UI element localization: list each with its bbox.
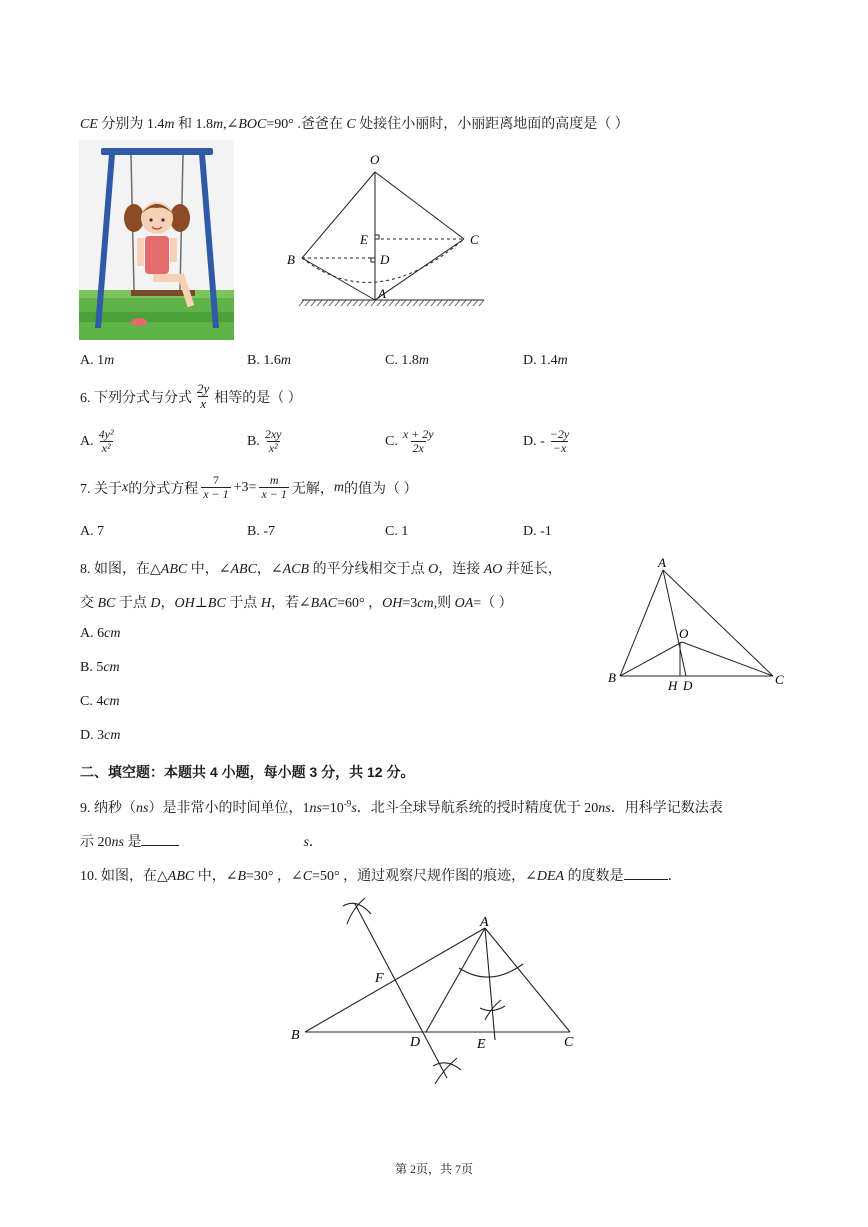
q10-l1-s6: =50° ，通过观察尺规作图的痕迹，∠	[312, 869, 537, 884]
q8-label-h: H	[668, 678, 678, 693]
q6-option-d-label: D. -	[523, 433, 545, 449]
q8-l2-s3: D	[150, 596, 161, 611]
q5-option-c-unit: m	[418, 353, 429, 368]
q6-option-c-num: x + 2y	[402, 427, 434, 441]
q10-label-a: A	[480, 915, 489, 930]
q8-l1-s2: 中，∠	[187, 562, 231, 577]
q9-l2-a: 示 20	[80, 835, 112, 850]
q6-option-a-den: x²	[101, 441, 111, 456]
q7-stem-x: x	[122, 479, 129, 495]
q6-fraction-num: 2y	[197, 381, 210, 396]
q10-l1-s8: 的度数是	[564, 869, 624, 884]
q8-l2-s7: BC	[207, 596, 226, 611]
q6-option-b-num: 2xy	[264, 427, 282, 441]
q7-fraction-1-den: x − 1	[203, 487, 229, 502]
q7-stem	[80, 474, 418, 501]
q5-option-b-label: B. 1.6	[247, 353, 281, 368]
q9-l1-s8: ns	[598, 801, 611, 816]
q8-l2-s17: OA	[454, 596, 474, 611]
q8-l2-s9: H	[260, 596, 271, 611]
q8-l2-s1: BC	[97, 596, 116, 611]
q8-triangle-diagram	[605, 552, 795, 697]
q5-option-d-unit: m	[557, 353, 568, 368]
q6-option-b-den: x²	[268, 441, 278, 456]
q8-l2-s15: cm	[417, 596, 434, 611]
section-2-title: 二、填空题：本题共 4 小题，每小题 3 分，共 12 分。	[80, 764, 415, 780]
q8-option-b-label: B. 5	[80, 660, 104, 675]
q7-option-c[interactable]: C. 1	[385, 524, 409, 539]
q8-l1-s0: 8. 如图，在△	[80, 562, 161, 577]
q9-l1-s0: 9. 纳秒（	[80, 801, 136, 816]
swing-girl-illustration	[79, 140, 234, 340]
q8-l2-s5: OH	[174, 596, 195, 611]
q8-l1-s1: ABC	[160, 562, 188, 577]
q10-end: ．	[667, 869, 682, 884]
q9-l1-s6: s	[351, 801, 357, 816]
q6-fraction-den: x	[200, 396, 207, 412]
q8-l1-s8: ，连接	[438, 562, 484, 577]
q8-l2-s11: BAC	[310, 596, 338, 611]
q8-option-d[interactable]	[80, 728, 120, 744]
q10-label-e: E	[477, 1037, 486, 1052]
q5-stem-a: 分别为 1.4	[97, 117, 165, 132]
q8-option-b[interactable]	[80, 660, 120, 676]
q9-l1-s1: ns	[136, 801, 149, 816]
q5-stem-c: ,∠	[223, 117, 239, 132]
q5-option-a-label: A. 1	[80, 353, 105, 368]
q8-l1-s9: AO	[483, 562, 503, 577]
q8-label-o: O	[679, 626, 689, 641]
q8-stem-line-1	[80, 558, 562, 578]
q9-l2-s: s	[303, 835, 309, 850]
q10-l1-s5: C	[302, 869, 313, 884]
q8-l1-s7: O	[428, 562, 439, 577]
page-number-footer: 第 2页，共 7页	[394, 1162, 473, 1176]
q8-label-d: D	[683, 678, 693, 693]
q7-fraction-2	[259, 474, 288, 501]
q8-l2-s12: =60° ，	[337, 596, 383, 611]
q5-option-d[interactable]	[523, 353, 568, 369]
q10-construction-diagram	[285, 888, 595, 1098]
q9-line-2	[80, 831, 323, 851]
q5-stem-m1: m	[164, 117, 175, 132]
q8-l2-s4: ，	[160, 596, 175, 611]
q10-l1-s7: DEA	[536, 869, 565, 884]
q10-label-b: B	[291, 1028, 300, 1043]
q6-option-c-den: 2x	[412, 441, 424, 456]
q7-fraction-1	[201, 474, 230, 501]
q6-option-a-label: A.	[80, 433, 94, 449]
q6-option-a[interactable]	[80, 428, 119, 455]
q7-stem-a: 7. 关于	[80, 481, 122, 497]
q10-label-d: D	[410, 1035, 421, 1050]
q5-stem-m2: m	[213, 117, 224, 132]
q9-answer-blank[interactable]	[141, 845, 179, 846]
q10-l1-s4: =30° ，∠	[246, 869, 303, 884]
q8-l1-s5: ACB	[282, 562, 310, 577]
q9-l1-s7: ．北斗全球导航系统的授时精度优于 20	[356, 801, 599, 816]
q6-option-d[interactable]	[523, 428, 574, 455]
q7-stem-e: 的值为（ ）	[344, 481, 418, 497]
q10-label-c: C	[564, 1035, 574, 1050]
q6-option-a-num: 4y²	[98, 427, 114, 441]
q9-l2-end: ．	[308, 835, 323, 850]
q9-l2-b: 是	[123, 835, 142, 850]
q9-l1-s3: ns	[309, 801, 322, 816]
q8-option-b-unit: cm	[103, 660, 120, 675]
q7-fraction-1-num: 7	[212, 473, 219, 487]
q8-l2-s10: ，若∠	[270, 596, 311, 611]
q8-option-c-label: C. 4	[80, 694, 104, 709]
q5-option-b-unit: m	[280, 353, 291, 368]
q8-option-a[interactable]	[80, 626, 120, 642]
q7-option-a[interactable]: A. 7	[80, 524, 105, 539]
q10-l1-s3: B	[237, 869, 247, 884]
q5-pendulum-diagram	[282, 150, 492, 320]
q8-l1-s10: 并延长，	[502, 562, 562, 577]
q8-option-c-unit: cm	[103, 694, 120, 709]
q5-option-c[interactable]	[385, 353, 429, 369]
q5-label-o: O	[370, 152, 380, 167]
q10-line-1	[80, 865, 682, 885]
q9-l2-ns: ns	[111, 835, 124, 850]
q8-l2-s0: 交	[80, 596, 98, 611]
q8-l2-s14: =3	[402, 596, 418, 611]
q8-option-c[interactable]	[80, 694, 120, 710]
q9-line-1	[80, 797, 723, 817]
q10-answer-blank[interactable]	[624, 879, 668, 880]
q8-l2-s6: ⊥	[194, 596, 208, 611]
q6-stem-b: 相等的是（ ）	[214, 390, 302, 406]
q9-l1-s4: =10	[321, 801, 344, 816]
q6-option-b-label: B.	[247, 433, 260, 449]
q7-stem-m: m	[333, 479, 345, 495]
q7-stem-c: +3=	[233, 479, 257, 495]
q10-label-f: F	[375, 971, 384, 986]
q8-option-a-label: A. 6	[80, 626, 105, 641]
q5-label-c: C	[470, 232, 479, 247]
q8-stem-line-2	[80, 592, 513, 612]
q9-l1-s9: ．用科学记数法表	[610, 801, 723, 816]
q5-label-d: D	[380, 252, 390, 267]
q7-stem-b: 的分式方程	[128, 481, 199, 497]
q5-stem	[80, 113, 629, 133]
q8-l1-s4: ，∠	[256, 562, 283, 577]
q5-stem-b: 和 1.8	[174, 117, 214, 132]
q8-label-a: A	[658, 555, 666, 570]
q9-l1-exp: -9	[343, 798, 352, 809]
q7-stem-d: 无解，	[291, 481, 334, 497]
q5-option-d-label: D. 1.4	[523, 353, 558, 368]
q9-l1-s2: ）是非常小的时间单位，1	[148, 801, 310, 816]
q6-stem-a: 6. 下列分式与分式	[80, 390, 192, 406]
q5-stem-d: =90° .爸爸在	[266, 117, 347, 132]
q8-option-d-label: D. 3	[80, 728, 105, 743]
q8-l1-s3: ABC	[230, 562, 257, 577]
q5-label-a: A	[378, 286, 386, 301]
q5-stem-boc: BOC	[238, 117, 267, 132]
q8-l2-s16: ,则	[433, 596, 455, 611]
q5-label-e: E	[360, 232, 368, 247]
q8-label-b: B	[608, 670, 616, 685]
q5-option-a[interactable]	[80, 353, 114, 369]
q10-l1-s0: 10. 如图，在△	[80, 869, 168, 884]
q8-label-c: C	[775, 672, 784, 687]
q6-option-c[interactable]	[385, 428, 439, 455]
q6-option-d-num: −2y	[549, 427, 570, 441]
q8-l2-s8: 于点	[225, 596, 261, 611]
q5-option-c-label: C. 1.8	[385, 353, 419, 368]
q7-fraction-2-den: x − 1	[261, 487, 287, 502]
q5-option-b[interactable]	[247, 353, 291, 369]
q5-stem-e: 处接住小丽时，小丽距离地面的高度是（ ）	[355, 117, 629, 132]
q6-fraction	[195, 382, 211, 412]
q7-option-b[interactable]: B. -7	[247, 524, 275, 539]
q8-l2-s18: =（ ）	[473, 596, 513, 611]
q6-stem	[80, 382, 302, 412]
q7-option-d[interactable]: D. -1	[523, 524, 552, 539]
q8-option-a-unit: cm	[104, 626, 121, 641]
q7-fraction-2-num: m	[269, 473, 279, 487]
q10-l1-s1: ABC	[167, 869, 195, 884]
q8-l1-s6: 的平分线相交于点	[309, 562, 429, 577]
q6-option-c-label: C.	[385, 433, 398, 449]
q5-label-b: B	[287, 252, 295, 267]
q10-l1-s2: 中，∠	[194, 869, 238, 884]
q6-option-d-den: −x	[552, 441, 567, 456]
q5-stem-ce: CE	[80, 117, 98, 132]
q6-option-b[interactable]	[247, 428, 287, 455]
q5-option-a-unit: m	[104, 353, 115, 368]
q5-stem-cpt: C	[346, 117, 356, 132]
q8-l2-s2: 于点	[115, 596, 151, 611]
q8-option-d-unit: cm	[104, 728, 121, 743]
q8-l2-s13: OH	[382, 596, 403, 611]
